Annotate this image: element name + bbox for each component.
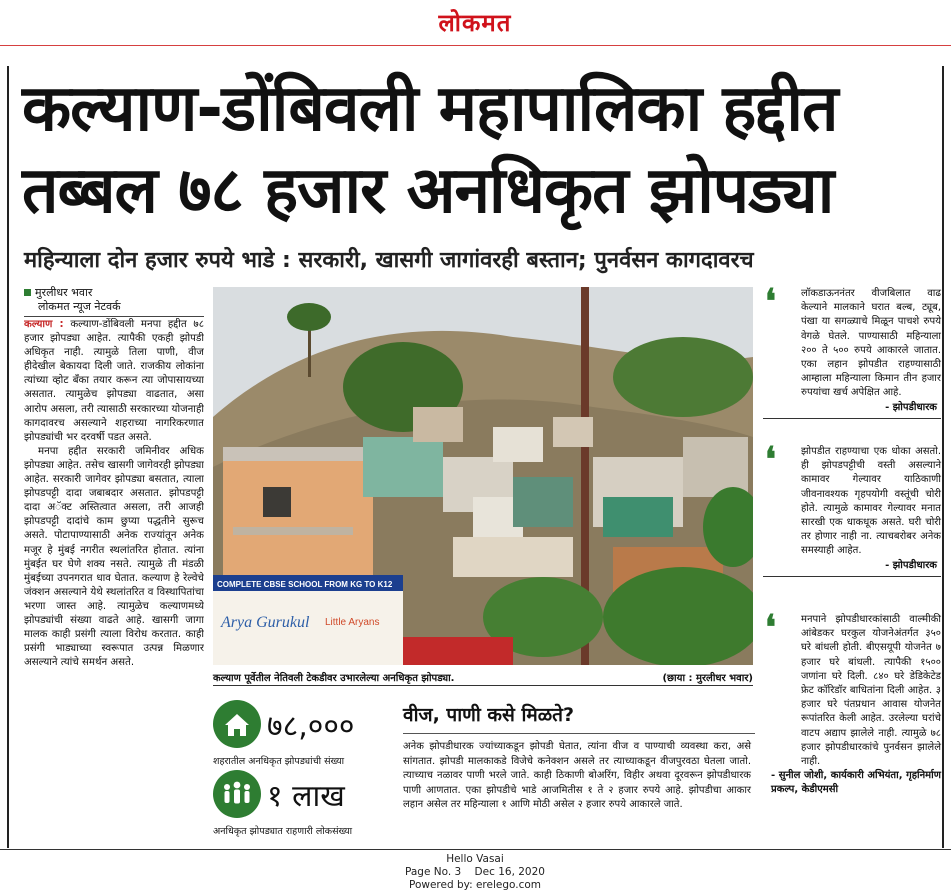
footer-powered[interactable]: Powered by: erelego.com	[408, 879, 542, 891]
photo-credit: (छाया : मुरलीधर भवार)	[662, 673, 753, 684]
stat-label: अनधिकृत झोपड्यात राहणारी लोकसंख्या	[213, 826, 353, 837]
quote-mark-icon: ❛	[765, 608, 776, 648]
byline-author: मुरलीधर भवार	[35, 286, 93, 299]
footer-edition: Hello Vasai	[446, 853, 504, 865]
stat-value: ७८,०००	[267, 709, 355, 744]
quote-mark-icon: ❛	[765, 282, 776, 322]
stat-label: शहरातील अनधिकृत झोपड्यांची संख्या	[213, 756, 345, 767]
subheadline: महिन्याला दोन हजार रुपये भाडे : सरकारी, खासगी जागांवरही बस्तान; पुनर्वसन कागदावरच	[24, 248, 754, 273]
quotes-column	[763, 282, 941, 840]
quote-source: - सुनील जोशी, कार्यकारी अभियंता, गृहनिर्माण प्रकल्प, केडीएमसी	[771, 770, 941, 796]
people-icon	[213, 770, 261, 818]
sidebar-article-title: वीज, पाणी कसे मिळते?	[403, 701, 755, 734]
school-banner-text: COMPLETE CBSE SCHOOL FROM KG TO K12	[217, 580, 393, 589]
dateline: कल्याण :	[24, 319, 64, 330]
quote-mark-icon: ❛	[765, 440, 776, 480]
quote-3	[763, 608, 941, 798]
masthead	[0, 0, 951, 46]
sidebar-article	[395, 701, 755, 813]
headline-line-1: कल्याण-डोंबिवली महापालिका हद्दीत	[22, 72, 838, 146]
byline	[24, 286, 204, 319]
page-footer	[0, 849, 951, 896]
school-sign-right: Little Aryans	[325, 617, 380, 628]
quote-source: - झोपडीधारक	[885, 401, 937, 413]
byline-network: लोकमत न्यूज नेटवर्क	[24, 300, 204, 317]
quote-text: झोपडीत राहण्याचा एक धोका असतो. ही झोपडपट्टीची वस्ती असल्याने कामावर गेल्यावर याठिकाणी जीवनावश्यक गृहपयोगी वस्तूंची चोरी होते. त्यामुळे कामावर गेल्यावर मनात सारखी एक धाकधूक असते. घरी चोरी तर होणार नाही ना. त्याचबरोबर अनेक समस्याही आहेत.	[801, 446, 941, 557]
headline	[22, 68, 922, 232]
school-sign-left: Arya Gurukul	[221, 614, 310, 631]
quote-source: - झोपडीधारक	[885, 559, 937, 571]
quote-1	[763, 282, 941, 435]
article-paragraph-2: मनपा हद्दीत सरकारी जमिनीवर अधिक झोपड्या आहेत. तसेच खासगी जागेवरही झोपड्या आहेत. सरकारी जागेवर झोपड्या बसतात, त्याला झोपडपट्टी दादा जबाबदार असतात. झोपडपट्टी दादा अॅक्ट अस्तित्वात असला, तरी आजही झोपडपट्टी दादांचे काम छुप्या पद्धतीने सुरूच असते. पोटापाण्यासाठी अनेक राज्यांतून अनेक मजूर हे मुंबई नगरीत स्थलांतरित होतात. त्यांना मुंबईत घर घेणे शक्य नसते. त्यामुळे ती मंडळी मुंबईच्या उपनगरात धाव घेतात. कल्याण हे रेल्वेचे जंक्शन असल्याने येथे स्थलांतरित व विस्थापितांचा भरणा जास्त आहे. त्यामुळेच कल्याणमध्ये झोपड्यांची संख्या वाढते आहे. खासगी जागा मालक काही प्रसंगी त्याला विरोध करतात. काही प्रसंगी भाड्याच्या स्वरूपात उत्पन्न मिळणार असल्याने त्यांचे समर्थन असते.	[24, 445, 204, 669]
slum-photo	[213, 287, 753, 665]
caption-text: कल्याण पूर्वेतील नेतिवली टेकडीवर उभारलेल्या अनधिकृत झोपड्या.	[213, 673, 455, 684]
lokmat-logo: लोकमत	[438, 8, 512, 37]
quote-2	[763, 440, 941, 605]
quote-text: लॉकडाऊननंतर वीजबिलात वाढ केल्याने मालकाने घरात बल्ब, ट्यूब, पंखा या सगळ्याचे मिळून पाचशे रुपये वेगळे घेतले. पाण्यासाठी महिन्याला २०० ते ५०० रुपये आकारले जातात. एका लहान झोपडीत राहण्यासाठी आम्हाला महिन्याला किमान तीन हजार रुपयांचा खर्च अपेक्षित आहे.	[801, 288, 941, 399]
quote-text: मनपाने झोपडीधारकांसाठी वाल्मीकी आंबेडकर घरकुल योजनेअंतर्गत ३५० घरे बांधली होती. बीएसयूपी योजनेत ७ हजार घरे बांधली. त्यापैकी १५०० जणांना घरे दिली. ८४० घरे डेडिकेटेड फ्रेट कॉरिडॉर बाधितांना दिली आहेत. ३ हजार घरे पंतप्रधान आवास योजनेत रूपांतरित केली आहेत. उरलेल्या घरांचे वाटप अद्याप झालेले नाही. त्यामुळे ७८ हजार झोपडीधारकांचे पुनर्वसन झालेले नाही.	[801, 614, 941, 768]
byline-square-icon	[24, 289, 31, 296]
hillside-illustration	[213, 287, 753, 665]
main-article	[24, 318, 204, 840]
stat-value: १ लाख	[267, 779, 345, 814]
footer-page-date: Page No. 3 Dec 16, 2020	[405, 866, 545, 878]
photo-caption	[213, 666, 753, 686]
house-icon	[213, 700, 261, 748]
headline-line-2: तब्बल ७८ हजार अनधिकृत झोपड्या	[22, 154, 834, 228]
sidebar-article-body: अनेक झोपडीधारक ज्यांच्याकडून झोपडी घेतात, त्यांना वीज व पाण्याची व्यवस्था करा, असे सांगतात. झोपडी मालकाकडे विजेचे कनेक्शन असले तर त्याच्याकडून वीजपुरवठा घेतला जातो. त्याच्याच नळावर पाणी भरले जाते. काही ठिकाणी बोअरिंग, विहीर अथवा दूरवरून झोपडीधारक पाणी आणतात. एका झोपडीचे भाडे आजमितीस १ ते २ हजार रुपये आहे. झोपडीचा आकार लहान असेल तर महिन्याला १ आणि मोठी असेल २ हजार रुपये आकारले जाते.	[403, 741, 751, 810]
article-paragraph-1: कल्याण-डोंबिवली मनपा हद्दीत ७८ हजार झोपड्या आहेत. त्यापैकी एकही झोपडी अधिकृत नाही. त्यामुळे तिला पाणी, वीज हीदेखील बेकायदा दिली जाते. राजकीय लोकांना त्यांच्या व्होट बँका तयार करून त्या जोपासायच्या असतात. त्यामुळेच झोपड्या वाढतात, असा आरोप असला, तरी त्यासाठी सरकारच्या योजनाही कागदावरच असल्याने शहराच्या नागरिकरणात झोपड्यांची भर दरवर्षी पडत असते.	[24, 319, 204, 443]
